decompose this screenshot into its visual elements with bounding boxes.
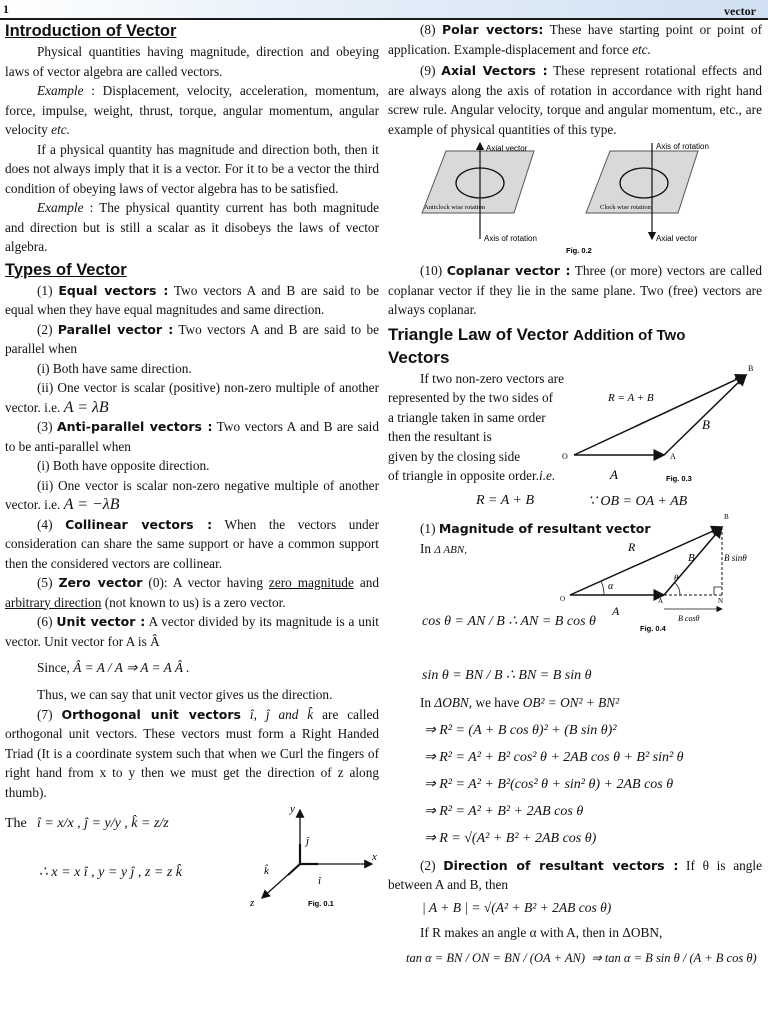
- intro-paragraph: Physical quantities having magnitude, direction and obeying laws of vector algebra are called vectors.: [5, 44, 379, 79]
- theta-arc: [675, 583, 680, 595]
- sin-equation: sin θ = BN / B ∴ BN = B sin θ: [422, 667, 592, 683]
- anti-parallel-cond-i: (i) Both have opposite direction.: [37, 458, 210, 473]
- example-label: Example: [37, 83, 84, 98]
- tan-equations: [388, 945, 762, 971]
- term-orthogonal: Orthogonal unit vectors: [61, 706, 241, 722]
- k-hat-vector: [288, 864, 300, 875]
- parallel-cond-i: (i) Both have same direction.: [37, 360, 192, 376]
- b-vector-label: B: [688, 551, 695, 564]
- vector-b-side: [664, 375, 746, 455]
- page-header: [0, 0, 768, 20]
- magnitude-block: [388, 512, 762, 663]
- unit-vector-definitions: î = x/x , ĵ = y/y , k̂ = z/z: [37, 816, 169, 831]
- axial-vectors: [388, 61, 762, 139]
- item-number: (3): [37, 419, 53, 434]
- triangle-abn: Δ ABN,: [434, 543, 467, 556]
- triangle-title-a: Triangle Law of Vector: [388, 324, 569, 344]
- triangle-line: a triangle taken in same order: [388, 409, 546, 425]
- figure-0-3-caption: Fig. 0.3: [666, 473, 692, 483]
- term-equal-vectors: Equal vectors :: [58, 282, 169, 298]
- figure-0-2-caption: Fig. 0.2: [566, 246, 592, 255]
- the-label: The: [5, 816, 27, 831]
- item-number: (6): [37, 614, 53, 629]
- direction-resultant: [388, 856, 762, 895]
- intro-example: [5, 81, 379, 140]
- arbitrary-direction: arbitrary direction: [5, 594, 102, 610]
- parallel-cond-ii: [5, 378, 379, 417]
- zero-symbol: (0):: [148, 575, 168, 590]
- example-text: : Displacement, velocity, acceleration, momentum, force, impulse, weight, thrust, torque, angular momentum, angular velocity: [5, 83, 380, 137]
- term-axial-vectors: Axial Vectors :: [441, 63, 548, 78]
- r-label: R: [628, 539, 636, 554]
- item-text: A vector divided by its magnitude is a unit vector. Unit vector for A is Â: [5, 614, 379, 649]
- running-title: vector: [724, 4, 756, 18]
- point-b: B: [748, 363, 754, 373]
- example-label: Example: [37, 200, 84, 215]
- in-label: In: [420, 540, 432, 556]
- right-axial-vector-label: Axial vector: [656, 234, 698, 243]
- item-text: (ii) One vector is scalar non-zero negative multiple of another vector. i.e.: [5, 477, 379, 512]
- term-coplanar: Coplanar vector :: [446, 263, 571, 278]
- item-number: (5): [37, 575, 53, 590]
- page-number: 1: [3, 2, 9, 16]
- alpha-arc: [601, 581, 604, 595]
- figure-0-3-triangle: [556, 357, 762, 485]
- derivation-step: ⇒ R² = A² + B² + 2AB cos θ: [424, 803, 584, 819]
- polar-etc: etc.: [632, 41, 651, 57]
- item-number: (4): [37, 516, 53, 532]
- example-text: : The physical quantity current has both magnitude and direction but is still a scalar as it disobeys the laws of vector algebra.: [5, 200, 379, 254]
- derivation-step: ⇒ R² = A² + B² cos² θ + 2AB cos θ + B² sin² θ: [424, 749, 684, 765]
- term-unit-vector: Unit vector :: [56, 614, 146, 629]
- b-side-label: B: [702, 416, 710, 432]
- anti-parallel-equation: A = −λB: [63, 496, 120, 513]
- obn-line: [388, 689, 762, 717]
- bcos-label: B cosθ: [678, 613, 700, 623]
- figure-0-1-coordinate-axes: [250, 802, 380, 910]
- item-text: Two vectors A and B are said to be equal when they have equal magnitudes and same direction.: [5, 282, 379, 317]
- derivation-step: ⇒ R² = A² + B²(cos² θ + sin² θ) + 2AB cos θ: [424, 776, 674, 792]
- point-n: N: [718, 596, 724, 605]
- left-axis-label: Axis of rotation: [484, 234, 537, 243]
- because-equation: ∵ OB = OA + AB: [588, 493, 688, 509]
- item-text: and: [359, 575, 380, 590]
- point-a: A: [670, 451, 676, 461]
- magnitude-in: [420, 541, 467, 557]
- term-collinear: Collinear vectors :: [65, 516, 213, 532]
- cos-equation: cos θ = AN / B ∴ AN = B cos θ: [422, 613, 596, 629]
- left-axial-vector-label: Axial vector: [486, 144, 528, 153]
- x-axis-label: x: [372, 851, 377, 863]
- intro-example-2: [5, 198, 379, 257]
- anticlockwise-label: Anticlock wise rotation: [424, 204, 486, 211]
- in-label: In: [420, 694, 432, 710]
- section-title-introduction: Introduction of Vector: [5, 22, 177, 40]
- triangle-line: If two non-zero vectors are: [420, 370, 564, 386]
- component-equations: ∴ x = x î , y = y ĵ , z = z k̂: [39, 865, 182, 880]
- unit-vector-eq1: Â = A / A: [73, 660, 123, 675]
- triangle-obn: ΔOBN,: [434, 694, 473, 710]
- left-column: [5, 20, 379, 910]
- point-a: A: [658, 596, 664, 605]
- orthogonal-unit-vectors: [5, 705, 379, 803]
- resultant-r-side: [574, 375, 746, 455]
- parallel-equation: A = λB: [63, 398, 109, 416]
- i-hat-label: î: [318, 875, 322, 887]
- alpha-label: α: [608, 580, 614, 592]
- z-axis-label: z: [250, 897, 255, 909]
- item-number: (7): [37, 706, 53, 722]
- polar-vectors: [388, 20, 762, 59]
- unit-vector: [5, 612, 379, 651]
- item-text: are called orthogonal unit vectors. These vectors must form a Right Handed Triad (It is a coordinate system such that when we Curl the fingers of right hand from x to y then we must get the direction of z along thumb).: [5, 706, 380, 800]
- clockwise-label: Clock wise rotation: [600, 204, 651, 211]
- anti-parallel-vectors: [5, 417, 379, 456]
- collinear-vectors: [5, 515, 379, 574]
- a-label: A: [612, 603, 620, 618]
- term-magnitude: Magnitude of resultant vector: [438, 520, 651, 536]
- figure-0-4-resultant: [558, 511, 764, 641]
- we-have: we have: [475, 694, 520, 710]
- derivation-step: ⇒ R² = (A + B cos θ)² + (B sin θ)²: [424, 722, 617, 738]
- item-text: Two vectors A and B are said to be anti-parallel when: [5, 419, 379, 454]
- anti-parallel-cond-ii: [5, 476, 379, 515]
- section-title-triangle-law: [388, 324, 762, 347]
- triangle-line-text: of triangle in opposite order.: [388, 468, 540, 483]
- figure-0-2-axial-vectors: [388, 139, 762, 257]
- parallel-vector: [5, 320, 379, 359]
- triangle-line: given by the closing side: [388, 448, 521, 464]
- item-number: (8): [420, 22, 436, 37]
- unit-vector-since: [5, 651, 379, 685]
- term-direction: Direction of resultant vectors :: [443, 857, 679, 873]
- item-number: (9): [420, 63, 436, 78]
- item-text: (not known to us) is a zero vector.: [104, 594, 286, 610]
- item-text: When the vectors under consideration can share the same support or have a common support then the considered vectors are collinear.: [5, 516, 379, 571]
- right-column: [388, 20, 762, 971]
- item-number: (1): [420, 520, 436, 536]
- triangle-line: then the resultant is: [388, 429, 492, 444]
- pythagoras-equation: OB² = ON² + BN²: [522, 694, 620, 710]
- item-text: These represent rotational effects and are always along the axis of rotation in accordance with right hand screw rule. Angular velocity, torque and angular momentum, etc., are example of physical quantities of this type.: [388, 63, 762, 137]
- item-number: (1): [37, 282, 53, 298]
- example-etc: etc.: [51, 122, 70, 137]
- item-number: (2): [37, 321, 53, 337]
- unit-vector-thus: Thus, we can say that unit vector gives us the direction.: [37, 687, 333, 702]
- magnitude-sum-equation: | A + B | = √(A² + B² + 2AB cos θ): [422, 899, 612, 915]
- zero-vector: [5, 573, 379, 612]
- triangle-title-b: Addition of Two: [573, 326, 686, 344]
- point-o: O: [560, 594, 566, 603]
- ie-label: i.e.: [539, 468, 556, 483]
- j-hat-label: ĵ: [306, 835, 310, 847]
- tan-equation-2: ⇒ tan α = B sin θ / (A + B cos θ): [591, 950, 757, 965]
- item-text: Three (or more) vectors are called coplanar vector if they lie in the same plane. Two (free) vectors are always coplanar.: [388, 263, 762, 317]
- triangle-equation: R = A + B: [476, 492, 535, 508]
- term-zero-vector: Zero vector: [58, 575, 143, 590]
- term-parallel-vector: Parallel vector :: [57, 321, 174, 337]
- y-axis-label: y: [290, 803, 295, 815]
- point-b: B: [724, 512, 729, 521]
- triangle-law-block: [388, 363, 762, 489]
- bsin-label: B sinθ: [724, 552, 747, 563]
- unit-vector-eq2: ⇒ A = A Â .: [126, 660, 190, 675]
- since-label: Since,: [37, 660, 70, 675]
- derivation-steps: [388, 717, 762, 852]
- term-anti-parallel: Anti-parallel vectors :: [56, 419, 213, 434]
- item-text: A vector having: [172, 575, 263, 590]
- resultant-r: [570, 527, 722, 595]
- intro-paragraph-2: If a physical quantity has magnitude and direction both, then it does not always imply that it is a vector. For it to be a vector the third condition of obeying laws of vector algebra has to be satisfied.: [5, 141, 379, 196]
- angle-alpha-line: If R makes an angle α with A, then in ΔOBN,: [420, 924, 663, 940]
- theta-label: θ: [674, 572, 679, 583]
- item-text: These have starting point or point of application. Example-displacement and force: [388, 22, 763, 57]
- orthogonal-equations: [5, 802, 379, 910]
- ijk-symbols: î, ĵ and k̂: [249, 706, 314, 722]
- item-number: (10): [420, 263, 443, 278]
- item-text: If θ is angle between A and B, then: [388, 857, 763, 892]
- right-axis-label: Axis of rotation: [656, 142, 709, 151]
- equal-vectors: [5, 281, 379, 320]
- a-side-label: A: [610, 466, 618, 482]
- item-text: Two vectors A and B are said to be parallel when: [5, 321, 379, 356]
- derivation-step: ⇒ R = √(A² + B² + 2AB cos θ): [424, 830, 597, 846]
- zero-magnitude: zero magnitude: [268, 575, 354, 590]
- triangle-line: represented by the two sides of: [388, 390, 554, 405]
- tan-equation-1: tan α = BN / ON = BN / (OA + AN): [406, 950, 585, 965]
- k-hat-label: k̂: [264, 865, 269, 877]
- term-polar-vectors: Polar vectors:: [442, 22, 544, 37]
- item-text: (ii) One vector is scalar (positive) non-zero multiple of another vector. i.e.: [5, 380, 379, 415]
- right-angle-mark: [714, 587, 722, 595]
- section-title-types: Types of Vector: [5, 260, 127, 279]
- triangle-title-c: Vectors: [388, 347, 450, 367]
- r-equals-label: R = A + B: [608, 391, 654, 404]
- point-o: O: [562, 451, 568, 461]
- coplanar-vector: [388, 261, 762, 320]
- figure-0-4-caption: Fig. 0.4: [640, 623, 666, 633]
- figure-0-1-caption: Fig. 0.1: [308, 899, 334, 908]
- item-number: (2): [420, 857, 436, 873]
